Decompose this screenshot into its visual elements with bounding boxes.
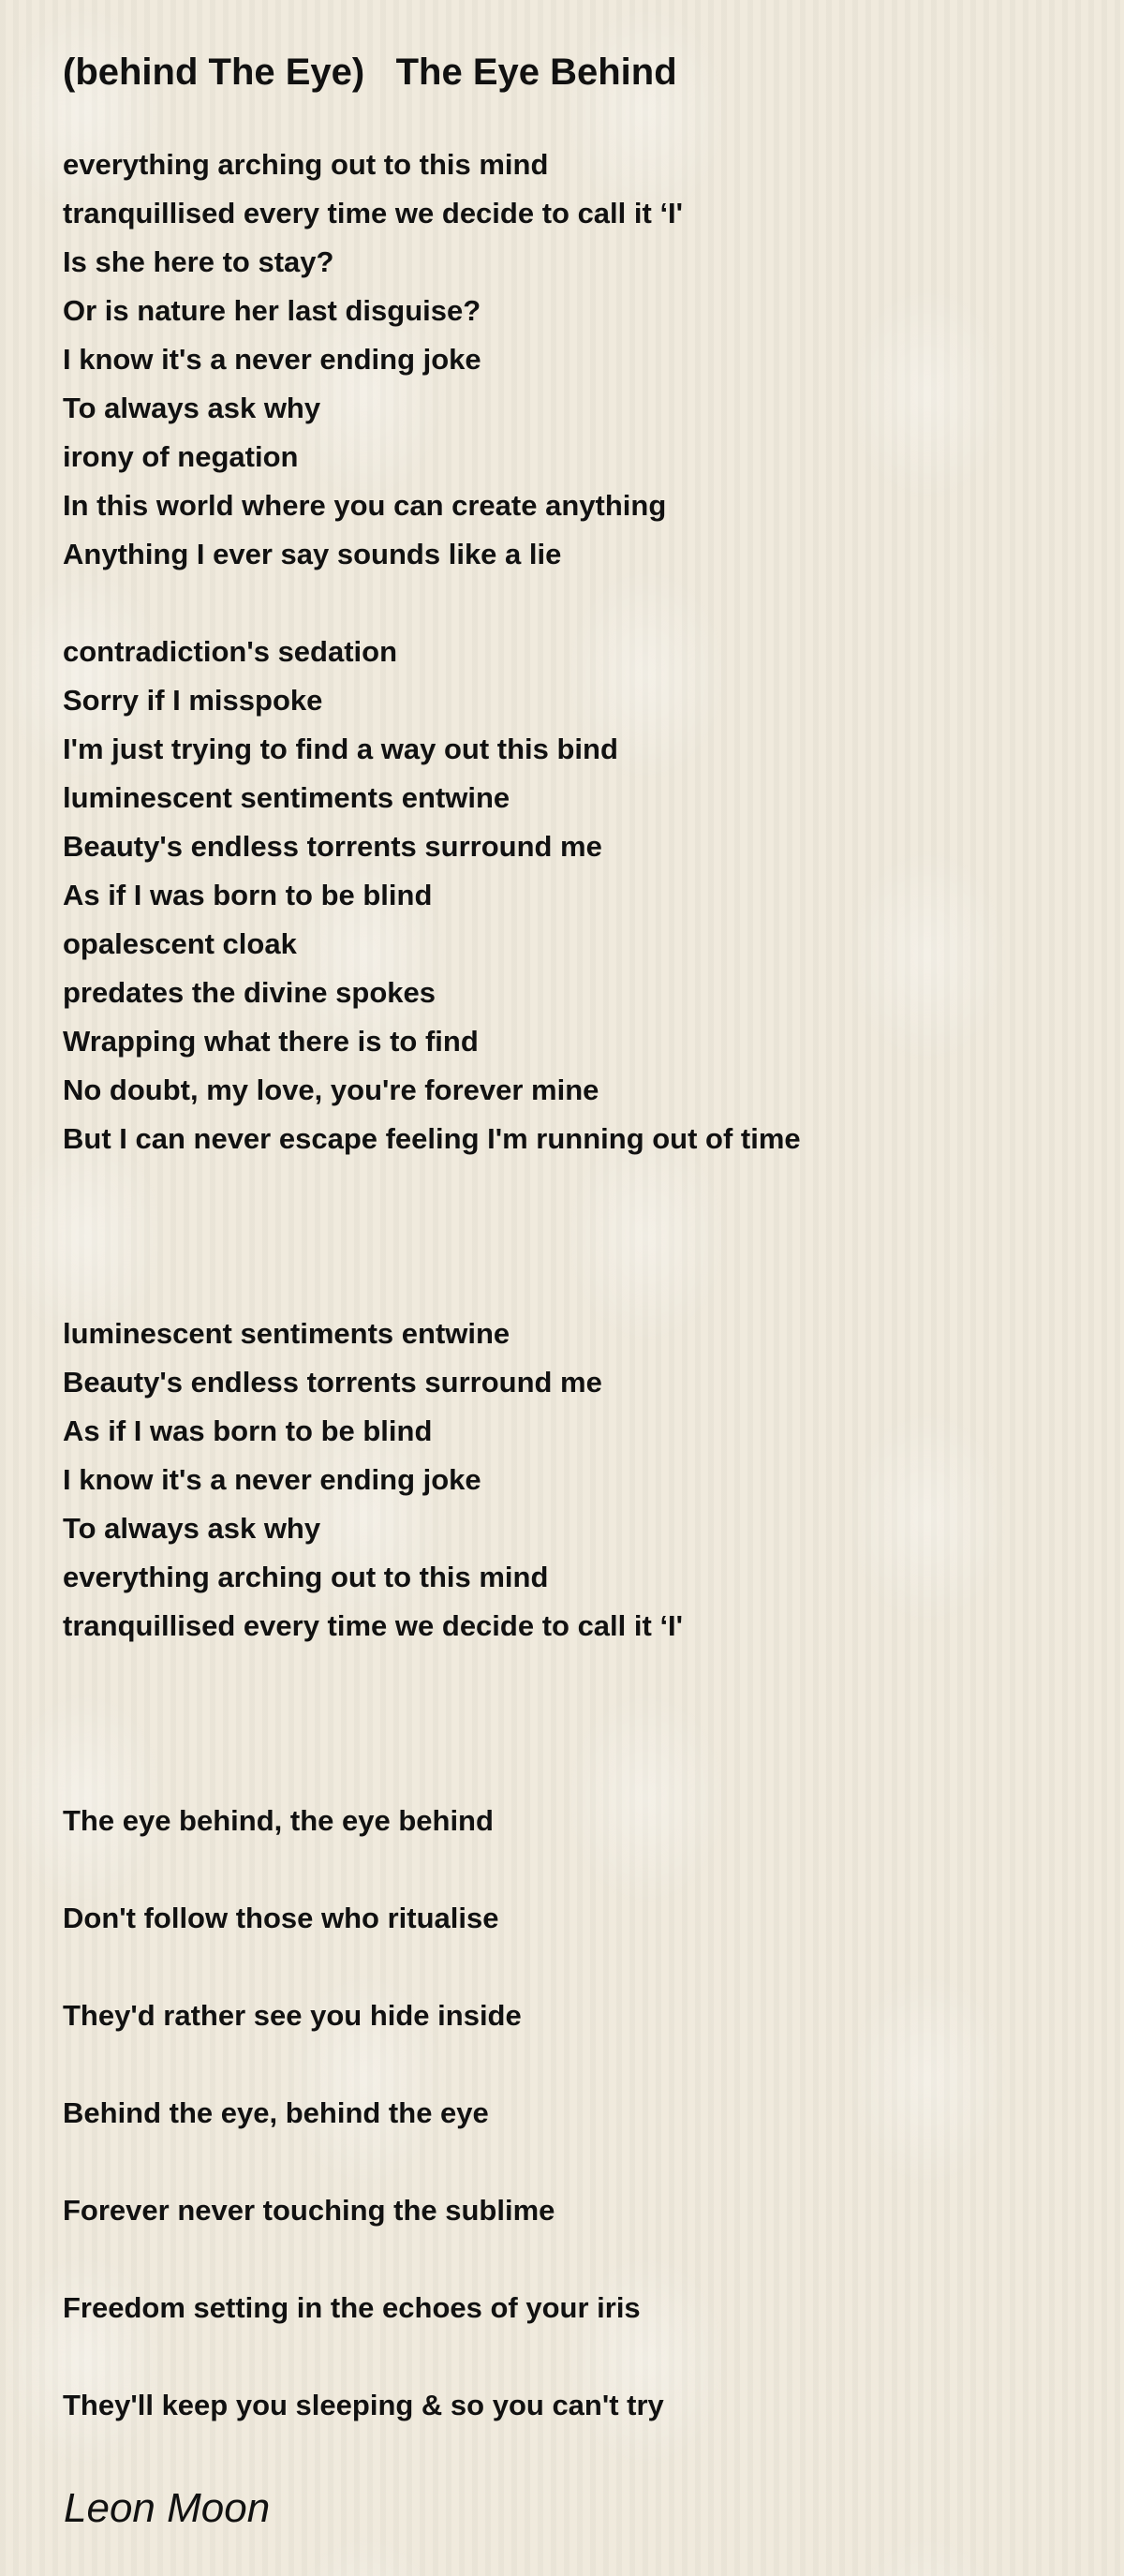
poem-line: I'm just trying to find a way out this bind xyxy=(63,733,618,765)
poem-line: everything arching out to this mind xyxy=(63,148,549,181)
poem-line: As if I was born to be blind xyxy=(63,1414,433,1447)
line-gap xyxy=(63,2040,1093,2089)
poem-line: irony of negation xyxy=(63,440,299,473)
stanza-gap xyxy=(63,1651,1093,1699)
poem-line: everything arching out to this mind xyxy=(63,1561,549,1593)
stanza-gap xyxy=(63,1163,1093,1212)
poem-line: opalescent cloak xyxy=(63,927,297,960)
stanza-2 xyxy=(63,628,1093,1163)
poem-line: As if I was born to be blind xyxy=(63,879,433,911)
stanza-gap xyxy=(63,1212,1093,1261)
poem-line: Sorry if I misspoke xyxy=(63,684,323,717)
poem-line: Freedom setting in the echoes of your iris xyxy=(63,2291,641,2324)
line-gap xyxy=(63,1943,1093,1991)
poem-line: Anything I ever say sounds like a lie xyxy=(63,538,562,570)
poem-line: contradiction's sedation xyxy=(63,635,398,668)
poem-line: Wrapping what there is to find xyxy=(63,1025,479,1058)
line-gap xyxy=(63,2138,1093,2186)
stanza-1 xyxy=(63,141,1093,579)
poem-line: tranquillised every time we decide to call it ‘I' xyxy=(63,1609,684,1642)
stanza-4 xyxy=(63,1797,1093,2430)
stanza-3 xyxy=(63,1310,1093,1651)
poem-title: (behind The Eye) The Eye Behind xyxy=(63,52,677,93)
line-gap xyxy=(63,1845,1093,1894)
poem-line: I know it's a never ending joke xyxy=(63,343,481,376)
stanza-gap xyxy=(63,1261,1093,1310)
poem-line: Beauty's endless torrents surround me xyxy=(63,830,602,863)
line-gap xyxy=(63,2235,1093,2284)
poem-line: Or is nature her last disguise? xyxy=(63,294,481,327)
poem-line: I know it's a never ending joke xyxy=(63,1463,481,1496)
poem-line: No doubt, my love, you're forever mine xyxy=(63,1073,599,1106)
poem-line: Behind the eye, behind the eye xyxy=(63,2096,489,2129)
poem-line: To always ask why xyxy=(63,392,321,424)
poem-line: To always ask why xyxy=(63,1512,321,1545)
poem-line: The eye behind, the eye behind xyxy=(63,1804,494,1837)
poem-line: They'd rather see you hide inside xyxy=(63,1999,522,2032)
poem-line: tranquillised every time we decide to call it ‘I' xyxy=(63,197,684,229)
stanza-gap xyxy=(63,579,1093,628)
poem-line: Is she here to stay? xyxy=(63,245,334,278)
poem-line: predates the divine spokes xyxy=(63,976,436,1009)
poem-body xyxy=(63,141,1093,2430)
poem-line: Forever never touching the sublime xyxy=(63,2194,555,2227)
poem-line: luminescent sentiments entwine xyxy=(63,781,510,814)
poem-line: luminescent sentiments entwine xyxy=(63,1317,510,1350)
stanza-gap xyxy=(63,1699,1093,1748)
poem-line: Beauty's endless torrents surround me xyxy=(63,1366,602,1399)
poem-line: But I can never escape feeling I'm running out of time xyxy=(63,1122,801,1155)
line-gap xyxy=(63,2332,1093,2381)
stanza-gap xyxy=(63,1748,1093,1797)
poem-line: Don't follow those who ritualise xyxy=(63,1902,499,1934)
poem-author: Leon Moon xyxy=(64,2485,271,2531)
poem-line: In this world where you can create anything xyxy=(63,489,667,522)
poem-line: They'll keep you sleeping & so you can't try xyxy=(63,2389,664,2421)
